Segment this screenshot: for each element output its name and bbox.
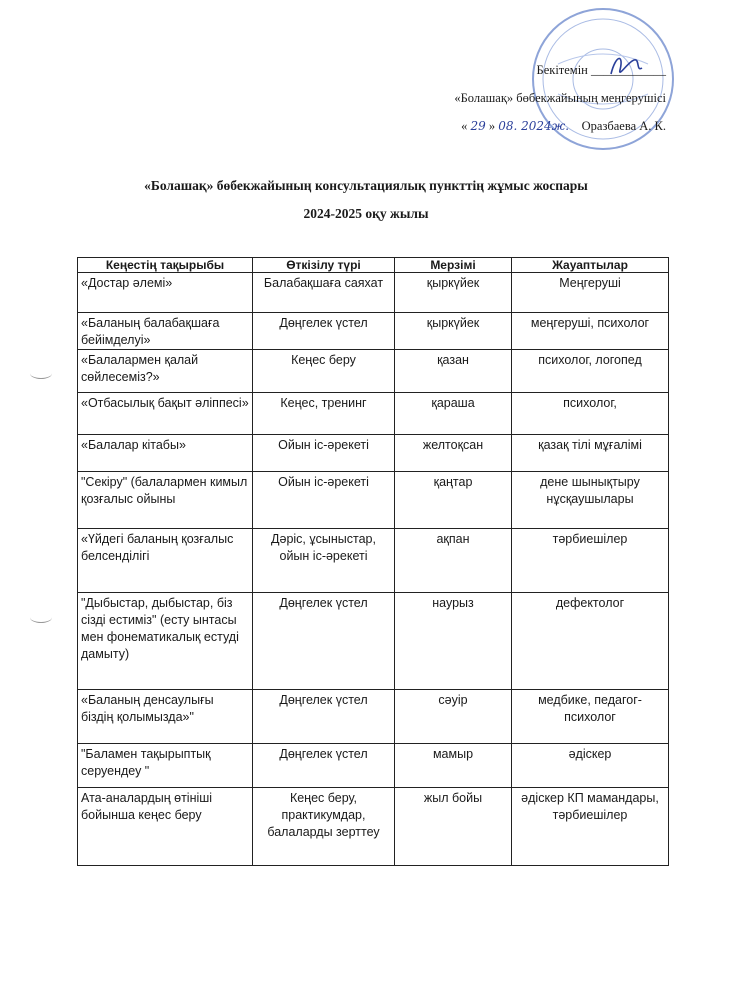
approval-day: 29 [470,119,486,133]
cell-topic: "Баламен тақырыптық серуендеу " [78,744,253,788]
approval-month-year: 08. 2024ж. [498,119,570,133]
cell-date: наурыз [395,593,512,690]
cell-form: Балабақшаға саяхат [253,273,395,313]
table-row [78,273,669,313]
table-row [78,313,669,350]
cell-date: қыркүйек [395,273,512,313]
signature-line: ____________ [591,63,666,77]
approver-position: «Болашақ» бөбекжайының меңгерушісі [454,91,666,105]
table-row [78,472,669,529]
cell-date: жыл бойы [395,788,512,866]
table-row [78,529,669,593]
quote-close: » [488,119,496,133]
approve-row [454,56,666,84]
table-row [78,393,669,435]
cell-responsible: меңгеруші, психолог [512,313,669,350]
cell-topic: «Баланың денсаулығы біздің қолымызда»" [78,690,253,744]
approver-name: Оразбаева А. К. [581,119,666,133]
cell-form: Кеңес беру [253,350,395,393]
cell-date: желтоқсан [395,435,512,472]
cell-topic: «Достар әлемі» [78,273,253,313]
cell-topic: «Баланың балабақшаға бейімделуі» [78,313,253,350]
cell-responsible: әдіскер КП мамандары, тәрбиешілер [512,788,669,866]
cell-responsible: қазақ тілі мұғалімі [512,435,669,472]
cell-date: қаңтар [395,472,512,529]
cell-topic: "Дыбыстар, дыбыстар, біз сізді естиміз" (есту ынтасы мен фонематикалық естуді дамыту) [78,593,253,690]
header-date: Мерзімі [395,258,512,273]
approval-block [454,56,666,140]
cell-topic: Ата-аналардың өтініші бойынша кеңес беру [78,788,253,866]
table-row [78,593,669,690]
header-form: Өткізілу түрі [253,258,395,273]
table-row [78,350,669,393]
document-year: 2024-2025 оқу жылы [303,206,429,221]
cell-date: мамыр [395,744,512,788]
scan-margin-mark [30,612,52,623]
cell-date: ақпан [395,529,512,593]
cell-form: Кеңес, тренинг [253,393,395,435]
cell-form: Кеңес беру, практикумдар, балаларды зерттеу [253,788,395,866]
header-topic: Кеңестің тақырыбы [78,258,253,273]
cell-topic: «Үйдегі баланың қозғалыс белсенділігі [78,529,253,593]
cell-responsible: дене шынықтыру нұсқаушылары [512,472,669,529]
cell-topic: «Балалармен қалай сөйлесеміз?» [78,350,253,393]
table-header-row [78,258,669,273]
document-title: «Болашақ» бөбекжайының консультациялық пункттің жұмыс жоспары [144,178,588,193]
cell-responsible: психолог, логопед [512,350,669,393]
cell-topic: «Балалар кітабы» [78,435,253,472]
quote-open: « [461,119,468,133]
cell-responsible: тәрбиешілер [512,529,669,593]
header-responsible: Жауаптылар [512,258,669,273]
table-row [78,690,669,744]
approve-label: Бекітемін [536,63,588,77]
cell-responsible: Меңгеруші [512,273,669,313]
table-row [78,788,669,866]
cell-responsible: психолог, [512,393,669,435]
cell-topic: "Секіру" (балалармен кимыл қозғалыс ойыны [78,472,253,529]
plan-table [77,257,669,866]
table-row [78,744,669,788]
cell-responsible: дефектолог [512,593,669,690]
cell-form: Ойын іс-әрекеті [253,435,395,472]
cell-date: қазан [395,350,512,393]
cell-responsible: әдіскер [512,744,669,788]
cell-date: қараша [395,393,512,435]
cell-form: Дөңгелек үстел [253,593,395,690]
cell-topic: «Отбасылық бақыт әліппесі» [78,393,253,435]
cell-form: Ойын іс-әрекеті [253,472,395,529]
cell-form: Дөңгелек үстел [253,313,395,350]
scan-margin-mark [30,368,52,379]
cell-responsible: медбике, педагог-психолог [512,690,669,744]
cell-date: сәуір [395,690,512,744]
cell-form: Дөңгелек үстел [253,744,395,788]
cell-date: қыркүйек [395,313,512,350]
cell-form: Дөңгелек үстел [253,690,395,744]
approval-date-row [454,112,666,140]
cell-form: Дәріс, ұсыныстар, ойын іс-әрекеті [253,529,395,593]
table-row [78,435,669,472]
